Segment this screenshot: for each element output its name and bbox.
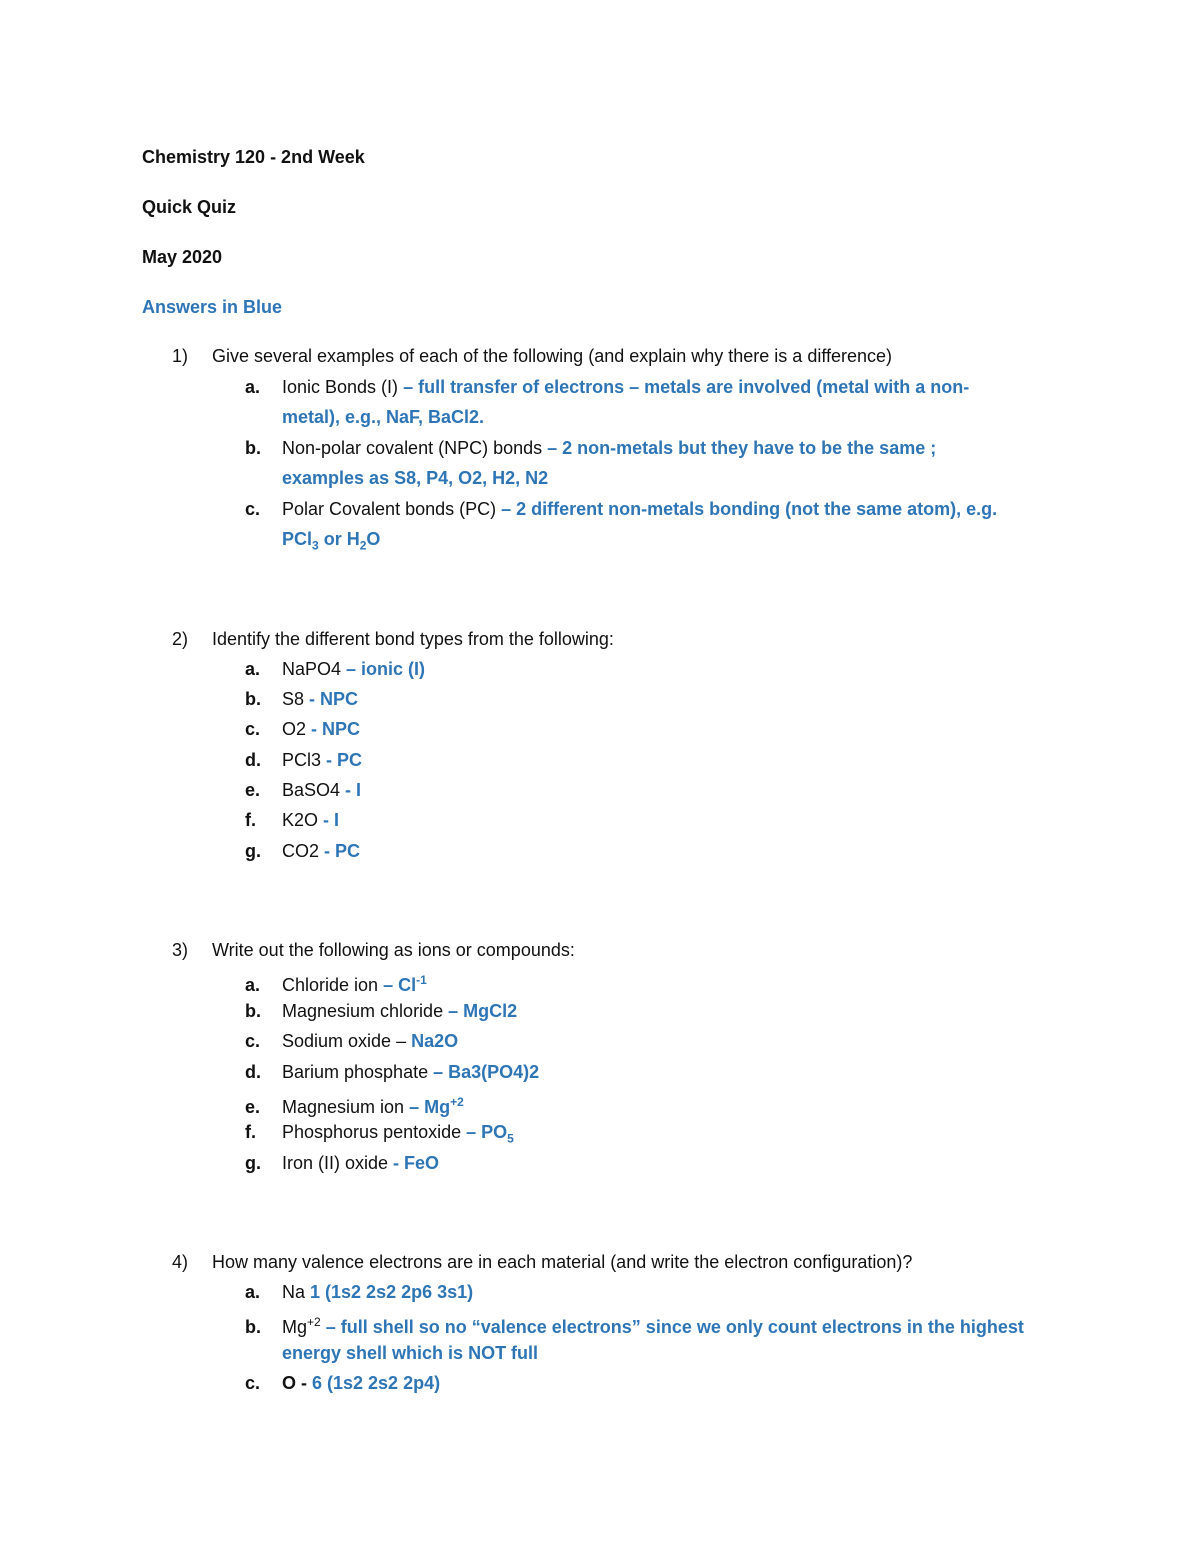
q3-item-d	[245, 1061, 1065, 1083]
item-letter: b.	[245, 689, 261, 709]
question-text: Give several examples of each of the following (and explain why there is a difference)	[212, 346, 893, 366]
q3-item-a	[245, 969, 1065, 996]
q4-item-c	[245, 1372, 1065, 1394]
q2-item	[245, 718, 1065, 740]
item-label: Sodium oxide	[282, 1031, 397, 1051]
item-label: Mg	[282, 1317, 308, 1337]
item-answer: - NPC	[309, 689, 359, 709]
item-letter: d.	[245, 750, 261, 770]
item-answer: - I	[345, 780, 362, 800]
item-label: O -	[282, 1373, 312, 1393]
item-label: Polar Covalent bonds (PC)	[282, 499, 502, 519]
item-label: Non-polar covalent (NPC) bonds	[282, 438, 548, 458]
superscript: -1	[416, 973, 427, 987]
formula-part: O	[366, 529, 381, 549]
item-label: CO2	[282, 841, 325, 861]
item-label: NaPO4	[282, 659, 347, 679]
item-label: PCl3	[282, 750, 327, 770]
item-letter: b.	[245, 438, 261, 458]
item-answer: – Ba3(PO4)2	[433, 1062, 540, 1082]
q2-item	[245, 779, 1065, 801]
item-answer: – MgCl2	[448, 1001, 518, 1021]
item-letter: a.	[245, 659, 261, 679]
q1-item-b	[245, 437, 1065, 459]
item-letter: f.	[245, 1122, 256, 1142]
item-answer: – full shell so no “valence electrons” since we only count electrons in the highest	[320, 1317, 1024, 1337]
q3-item-b	[245, 1000, 1065, 1022]
item-label: Barium phosphate	[282, 1062, 434, 1082]
q2-item	[245, 809, 1065, 831]
item-answer: Na2O	[411, 1031, 459, 1051]
item-letter: a.	[245, 975, 261, 995]
item-letter: e.	[245, 780, 261, 800]
answers-note: Answers in Blue	[142, 297, 283, 317]
item-label: O2	[282, 719, 312, 739]
item-answer: 6 (1s2 2s2 2p4)	[312, 1373, 441, 1393]
item-answer: – 2 non-metals but they have to be the same ;	[547, 438, 937, 458]
item-letter: b.	[245, 1001, 261, 1021]
item-letter: c.	[245, 499, 261, 519]
item-answer: – full transfer of electrons – metals are involved (metal with a non-	[403, 377, 970, 397]
q1-item-b-continued: examples as S8, P4, O2, H2, N2	[282, 468, 549, 488]
subscript: 2	[359, 538, 367, 553]
course-title: Chemistry 120 - 2nd Week	[142, 147, 365, 167]
q2-item	[245, 688, 1065, 710]
item-answer: - PC	[326, 750, 363, 770]
q3-item-f	[245, 1121, 1065, 1150]
q3-item-e	[245, 1091, 1065, 1118]
question-2	[172, 628, 614, 650]
q3-item-c	[245, 1030, 1065, 1052]
question-number: 2)	[172, 629, 189, 649]
q4-item-b-continued: energy shell which is NOT full	[282, 1343, 539, 1363]
item-letter: c.	[245, 1373, 261, 1393]
item-answer: 1 (1s2 2s2 2p6 3s1)	[310, 1282, 474, 1302]
question-4	[172, 1251, 912, 1273]
item-letter: e.	[245, 1097, 261, 1117]
item-label: Magnesium chloride	[282, 1001, 449, 1021]
item-dash: –	[396, 1031, 412, 1051]
item-letter: b.	[245, 1317, 261, 1337]
date: May 2020	[142, 247, 223, 267]
question-number: 4)	[172, 1252, 189, 1272]
q1-item-c-continued	[282, 528, 380, 557]
item-label: Chloride ion	[282, 975, 384, 995]
item-letter: a.	[245, 1282, 261, 1302]
item-letter: c.	[245, 1031, 261, 1051]
superscript: +2	[307, 1315, 321, 1329]
question-number: 1)	[172, 346, 189, 366]
q4-item-a	[245, 1281, 1065, 1303]
item-label: S8	[282, 689, 310, 709]
item-answer: - I	[323, 810, 340, 830]
item-answer: – Mg	[409, 1097, 451, 1117]
item-label: K2O	[282, 810, 324, 830]
item-label: Phosphorus pentoxide	[282, 1122, 467, 1142]
subscript: 3	[312, 538, 319, 553]
item-label: Magnesium ion	[282, 1097, 410, 1117]
q2-item	[245, 749, 1065, 771]
formula-part: or H	[318, 529, 360, 549]
item-answer: – Cl	[383, 975, 417, 995]
item-label: Na	[282, 1282, 311, 1302]
item-letter: c.	[245, 719, 261, 739]
item-letter: g.	[245, 841, 261, 861]
q1-item-a-continued: metal), e.g., NaF, BaCl2.	[282, 407, 485, 427]
question-1	[172, 345, 892, 367]
item-label: Ionic Bonds (I)	[282, 377, 404, 397]
formula-part: PCl	[282, 529, 313, 549]
item-answer: - NPC	[311, 719, 361, 739]
item-answer: - FeO	[393, 1153, 440, 1173]
item-answer: – ionic (I)	[346, 659, 426, 679]
question-3	[172, 939, 575, 961]
quiz-title: Quick Quiz	[142, 197, 237, 217]
q2-item	[245, 840, 1065, 862]
item-letter: f.	[245, 810, 256, 830]
item-answer: – PO	[466, 1122, 508, 1142]
item-answer: – 2 different non-metals bonding (not the same atom), e.g.	[501, 499, 998, 519]
q3-item-g	[245, 1152, 1065, 1174]
subscript: 5	[507, 1131, 514, 1146]
q4-item-b	[245, 1311, 1065, 1338]
item-letter: g.	[245, 1153, 261, 1173]
question-number: 3)	[172, 940, 189, 960]
q1-item-c	[245, 498, 1065, 520]
item-letter: a.	[245, 377, 261, 397]
superscript: +2	[450, 1095, 464, 1109]
question-text: How many valence electrons are in each material (and write the electron configuration)?	[212, 1252, 913, 1272]
item-answer: - PC	[324, 841, 361, 861]
question-text: Identify the different bond types from the following:	[212, 629, 614, 649]
item-letter: d.	[245, 1062, 261, 1082]
question-text: Write out the following as ions or compounds:	[212, 940, 575, 960]
item-label: Iron (II) oxide	[282, 1153, 394, 1173]
item-label: BaSO4	[282, 780, 346, 800]
q1-item-a	[245, 376, 1065, 398]
q2-item	[245, 658, 1065, 680]
